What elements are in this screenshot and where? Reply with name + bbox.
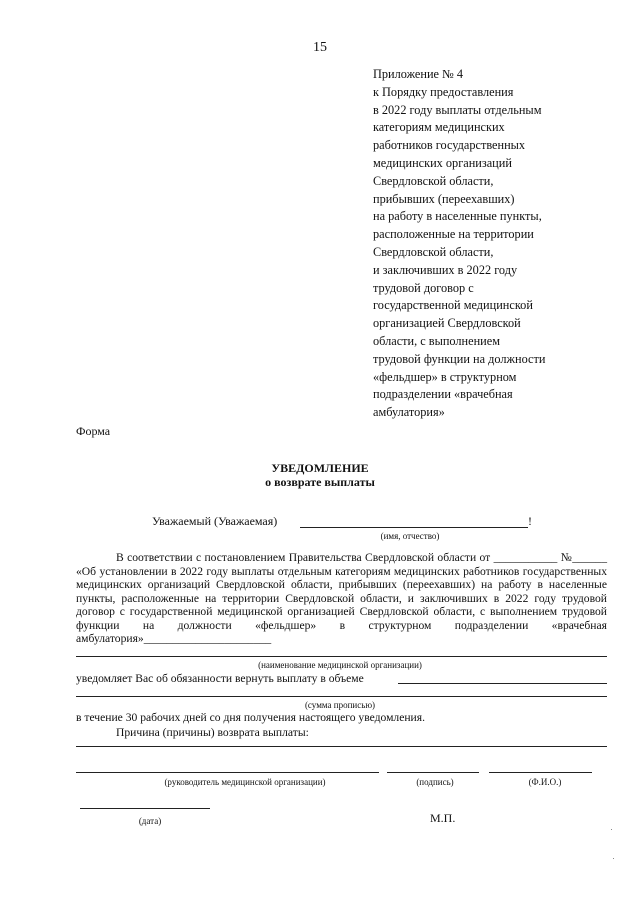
head-line <box>76 772 379 773</box>
date-line <box>80 808 210 809</box>
appendix-line: категориям медицинских <box>373 120 505 135</box>
page-number: 15 <box>313 40 327 55</box>
caption-head: (руководитель медицинской организации) <box>164 777 326 787</box>
document-subtitle: о возврате выплаты <box>265 475 375 489</box>
appendix-line: на работу в населенные пункты, <box>373 209 542 224</box>
caption-name: (имя, отчество) <box>380 531 440 541</box>
caption-sum: (сумма прописью) <box>304 700 376 710</box>
main-paragraph: В соответствии с постановлением Правительства Свердловской области от ___________ №______ «Об установлении в 2022 году выплаты отдельным категориям медицинских работников государственных медицинских организаций Свердловской области, прибывших (переехавших) на работу в населенные пункты, расположенные на территории Свердловской области, и заключивших в 2022 году трудовой договор с государственной медицинской организацией Свердловской области, с выполнением трудовой функции на должности «фельдшер» в структурном подразделении «врачебная амбулатория»______________________ <box>76 551 607 645</box>
fio-line <box>489 772 592 773</box>
caption-date: (дата) <box>138 816 162 826</box>
appendix-line: расположенные на территории <box>373 227 534 242</box>
deadline-text: в течение 30 рабочих дней со дня получения настоящего уведомления. <box>76 711 425 724</box>
caption-signature: (подпись) <box>416 777 454 787</box>
caption-org: (наименование медицинской организации) <box>258 660 422 670</box>
notify-text: уведомляет Вас об обязанности вернуть выплату в объеме <box>76 672 364 685</box>
appendix-line: амбулатория» <box>373 405 445 420</box>
appendix-line: к Порядку предоставления <box>373 84 514 99</box>
appendix-line: организацией Свердловской <box>373 316 521 331</box>
appendix-line: медицинских организаций <box>373 155 512 170</box>
greeting-end: ! <box>528 514 532 528</box>
appendix-line: «фельдшер» в структурном <box>373 369 517 384</box>
appendix-header <box>373 66 635 422</box>
amount-line-1 <box>398 683 607 684</box>
appendix-line: трудовой функции на должности <box>373 351 546 366</box>
appendix-line: Приложение № 4 <box>373 67 464 81</box>
appendix-line: трудовой договор с <box>373 280 474 295</box>
appendix-line: Свердловской области, <box>373 173 494 188</box>
document-title: УВЕДОМЛЕНИЕ <box>271 461 369 475</box>
caption-fio: (Ф.И.О.) <box>528 777 562 787</box>
appendix-line: государственной медицинской <box>373 298 533 313</box>
appendix-line: подразделении «врачебная <box>373 387 513 402</box>
amount-line-2 <box>76 696 607 697</box>
reason-text: Причина (причины) возврата выплаты: <box>116 726 309 739</box>
form-label: Форма <box>76 424 111 438</box>
signature-line <box>387 772 479 773</box>
reason-line <box>76 746 607 747</box>
appendix-line: и заключивших в 2022 году <box>373 262 518 277</box>
stamp-label: М.П. <box>430 811 456 825</box>
scan-speck <box>613 858 614 859</box>
scan-speck <box>611 829 612 830</box>
appendix-line: области, с выполнением <box>373 333 500 348</box>
appendix-line: прибывших (переехавших) <box>373 191 515 206</box>
appendix-line: в 2022 году выплаты отдельным <box>373 102 542 117</box>
greeting: Уважаемый (Уважаемая) <box>152 514 278 528</box>
org-name-line <box>76 656 607 657</box>
appendix-line: Свердловской области, <box>373 244 494 259</box>
name-line <box>300 527 528 528</box>
appendix-line: работников государственных <box>373 138 526 153</box>
